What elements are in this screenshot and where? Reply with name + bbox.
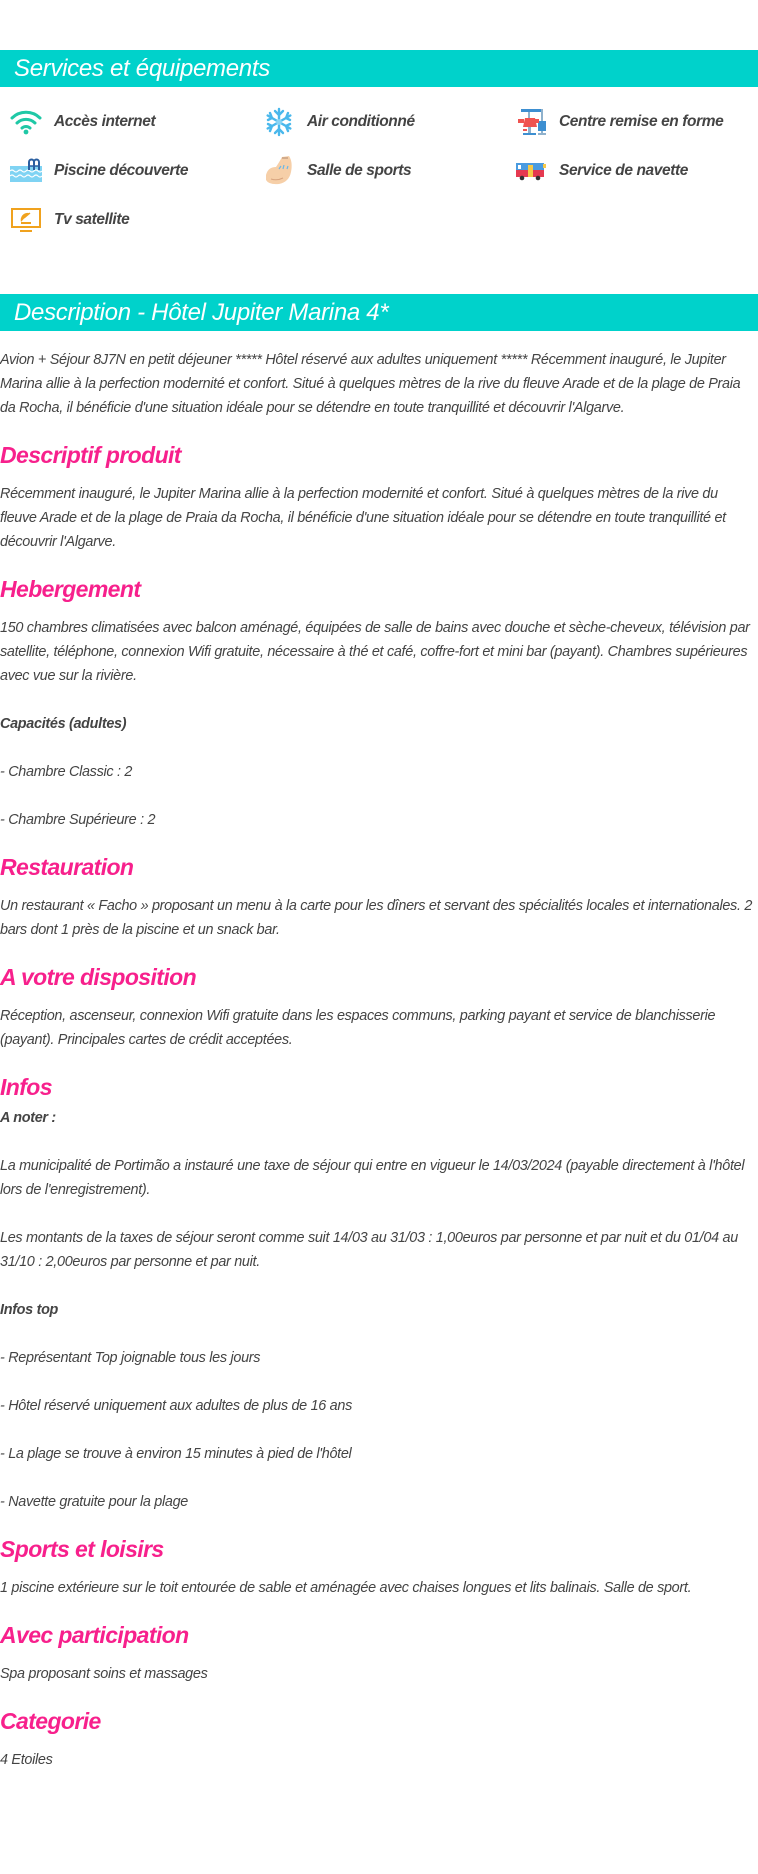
section-title-participation: Avec participation <box>0 1622 189 1648</box>
service-label: Accès internet <box>54 113 156 130</box>
section-text-participation: Spa proposant soins et massages <box>0 1666 208 1682</box>
description-intro: Avion + Séjour 8J7N en petit déjeuner ***** Hôtel réservé aux adultes uniquement ***** Récemment inauguré, le Jupiter Marina allie à la perfection modernité et confort. Situé à quelques mètres de la rive du fleuve Arade et de la plage de Praia da Rocha, il bénéficie d'une situation idéale pour se détendre en toute tranquillité et découvrir l'Algarve. <box>0 352 741 416</box>
section-text-sports: 1 piscine extérieure sur le toit entourée de sable et aménagée avec chaises longues et lits balinais. Salle de sport. <box>0 1580 692 1596</box>
section-text-disposition: Réception, ascenseur, connexion Wifi gratuite dans les espaces communs, parking payant et service de blanchisserie (payant). Principales cartes de crédit acceptées. <box>0 1008 716 1048</box>
service-label: Air conditionné <box>307 113 415 130</box>
description-content <box>0 340 758 1772</box>
service-label: Tv satellite <box>54 211 130 228</box>
section-title-hebergement: Hebergement <box>0 576 141 602</box>
infos-top-label: Infos top <box>0 1302 59 1318</box>
service-item-pool <box>10 155 188 187</box>
capacity-item: - Chambre Classic : 2 <box>0 764 133 780</box>
infos-note-2: Les montants de la taxes de séjour seront comme suit 14/03 au 31/03 : 1,00euros par personne et par nuit et du 01/04 au 31/10 : 2,00euros par personne et par nuit. <box>0 1230 738 1270</box>
description-title: Description - Hôtel Jupiter Marina 4* <box>14 299 389 326</box>
capacity-title: Capacités (adultes) <box>0 716 127 732</box>
section-title-disposition: A votre disposition <box>0 964 197 990</box>
service-item-satellite-tv <box>10 204 129 236</box>
service-label: Salle de sports <box>307 162 412 179</box>
section-text-hebergement: 150 chambres climatisées avec balcon aménagé, équipées de salle de bains avec douche et sèche-cheveux, télévision par satellite, téléphone, connexion Wifi gratuite, nécessaire à thé et café, coffre-fort et mini bar (payant). Chambres supérieures avec vue sur la rivière. <box>0 620 750 684</box>
section-title-categorie: Categorie <box>0 1708 101 1734</box>
section-title-infos: Infos <box>0 1074 52 1100</box>
infos-note-1: La municipalité de Portimão a instauré une taxe de séjour qui entre en vigueur le 14/03/2024 (payable directement à l'hôtel lors de l'enregistrement). <box>0 1158 745 1198</box>
section-text-restauration: Un restaurant « Facho » proposant un menu à la carte pour les dîners et servant des spécialités locales et internationales. 2 bars dont 1 près de la piscine et un snack bar. <box>0 898 753 938</box>
section-title-descriptif: Descriptif produit <box>0 442 181 468</box>
service-item-internet <box>10 106 155 138</box>
service-item-air-conditioning <box>263 106 415 138</box>
section-title-restauration: Restauration <box>0 854 134 880</box>
services-header-bar <box>0 50 758 87</box>
section-text-descriptif: Récemment inauguré, le Jupiter Marina allie à la perfection modernité et confort. Situé à quelques mètres de la rive du fleuve Arade et de la plage de Praia da Rocha, il bénéficie d'une situation idéale pour se détendre en toute tranquillité et découvrir l'Algarve. <box>0 486 726 550</box>
shuttle-bus-icon <box>515 155 547 187</box>
wifi-icon <box>10 106 42 138</box>
service-label: Centre remise en forme <box>559 113 724 130</box>
capacity-item: - Chambre Supérieure : 2 <box>0 812 156 828</box>
muscle-arm-icon <box>263 155 295 187</box>
fitness-machine-icon <box>515 106 547 138</box>
services-title: Services et équipements <box>14 55 270 82</box>
service-item-shuttle <box>515 155 688 187</box>
pool-icon <box>10 155 42 187</box>
infos-top-item: - Hôtel réservé uniquement aux adultes de plus de 16 ans <box>0 1398 352 1414</box>
section-text-categorie: 4 Etoiles <box>0 1752 53 1768</box>
description-header-bar <box>0 294 758 331</box>
infos-top-item: - Navette gratuite pour la plage <box>0 1494 188 1510</box>
section-title-sports: Sports et loisirs <box>0 1536 164 1562</box>
service-item-fitness-center <box>515 106 723 138</box>
infos-top-item: - La plage se trouve à environ 15 minutes à pied de l'hôtel <box>0 1446 352 1462</box>
service-label: Piscine découverte <box>54 162 189 179</box>
infos-note-label: A noter : <box>0 1110 56 1126</box>
service-label: Service de navette <box>559 162 688 179</box>
snowflake-icon <box>263 106 295 138</box>
infos-top-item: - Représentant Top joignable tous les jours <box>0 1350 261 1366</box>
satellite-tv-icon <box>10 204 42 236</box>
service-item-sports-hall <box>263 155 411 187</box>
